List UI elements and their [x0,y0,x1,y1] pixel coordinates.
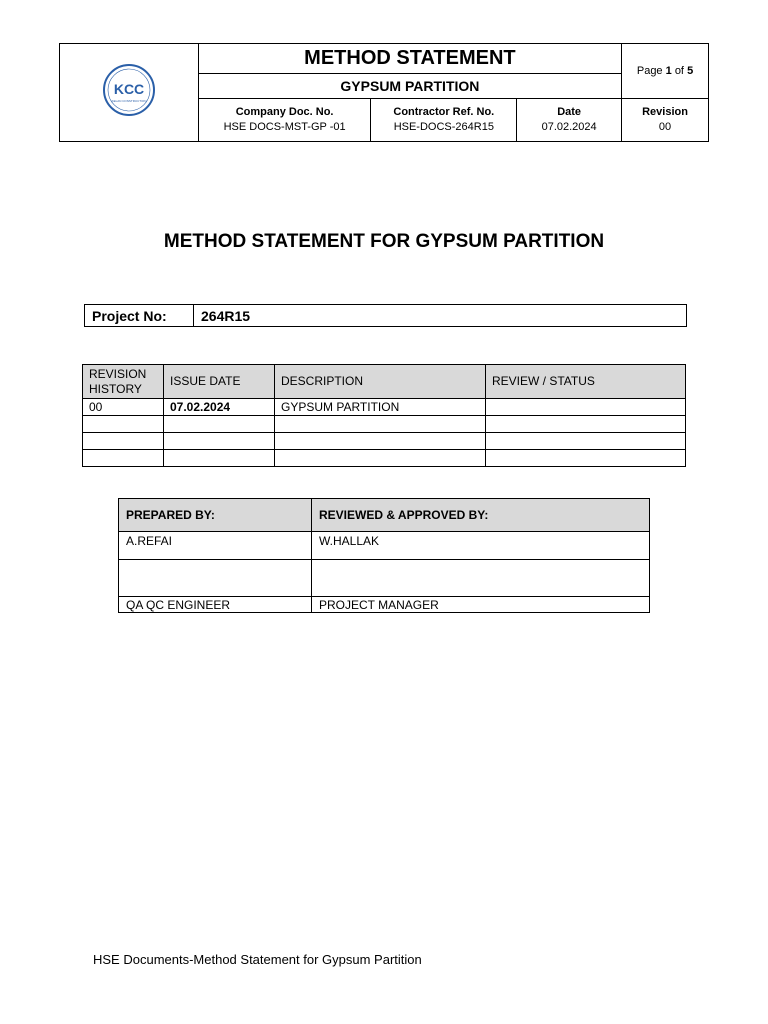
column-header: DESCRIPTION [275,365,486,399]
column-header: REVISION HISTORY [83,365,164,399]
approver-role: PROJECT MANAGER [312,597,650,613]
revision-cell: Revision 00 [622,99,709,142]
column-header: REVIEW / STATUS [486,365,686,399]
page-title: METHOD STATEMENT FOR GYPSUM PARTITION [163,231,605,252]
revision-history-table [82,364,686,467]
project-label: Project No: [85,305,194,327]
table-row [119,597,650,613]
preparer-signature [119,560,312,597]
logo-cell [60,44,199,142]
table-cell [164,416,275,433]
table-cell [164,433,275,450]
preparer-role: QA QC ENGINEER [119,597,312,613]
table-cell: 07.02.2024 [164,399,275,416]
company-logo [102,63,156,117]
preparer-name: A.REFAI [119,532,312,560]
table-row [83,399,686,416]
table-cell [275,416,486,433]
table-cell [486,416,686,433]
document-type-title: METHOD STATEMENT [198,44,621,74]
table-cell [486,450,686,467]
table-cell [486,433,686,450]
approved-by-header: REVIEWED & APPROVED BY: [312,499,650,532]
document-subtitle: GYPSUM PARTITION [198,74,621,99]
page-footer: HSE Documents-Method Statement for Gypsum Partition [93,952,422,967]
approver-signature [312,560,650,597]
table-cell [275,450,486,467]
approver-name: W.HALLAK [312,532,650,560]
table-header-row [119,499,650,532]
table-cell [83,433,164,450]
project-number-table [84,304,687,327]
table-cell [275,433,486,450]
table-row [83,416,686,433]
page-indicator: Page 1 of 5 [622,44,709,99]
column-header: ISSUE DATE [164,365,275,399]
contractor-ref-no: Contractor Ref. No. HSE-DOCS-264R15 [371,99,517,142]
prepared-by-header: PREPARED BY: [119,499,312,532]
table-header-row [83,365,686,399]
signature-table [118,498,650,613]
table-row [83,433,686,450]
document-header [59,43,709,142]
table-cell [83,416,164,433]
logo-text: KCC [113,81,145,97]
logo-ring-text: KELAN CONSTRUCTION [111,99,147,103]
table-row [119,532,650,560]
company-doc-no: Company Doc. No. HSE DOCS-MST-GP -01 [198,99,371,142]
project-value: 264R15 [194,305,687,327]
table-cell [486,399,686,416]
table-cell [164,450,275,467]
signature-row [119,560,650,597]
table-cell [83,450,164,467]
table-cell: 00 [83,399,164,416]
table-cell: GYPSUM PARTITION [275,399,486,416]
table-row [83,450,686,467]
date-cell: Date 07.02.2024 [517,99,622,142]
